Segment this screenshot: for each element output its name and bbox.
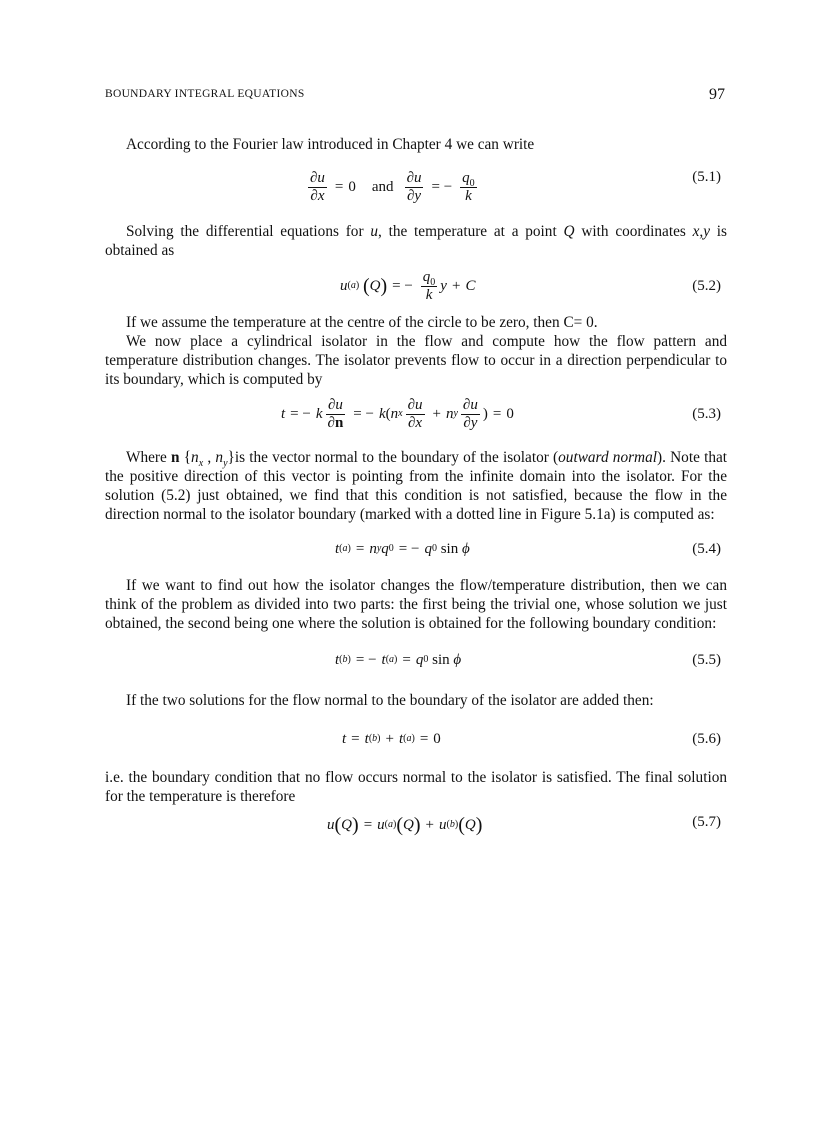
equation-5-2: u (a) ( Q ) = − $\frac{q_0}{k}$ y + C (5.2) — [340, 268, 721, 303]
equation-5-6: t = t (b) + t (a) = 0 (5.6) — [342, 730, 721, 747]
equation-number: (5.1) — [692, 169, 721, 185]
equation-number: (5.3) — [692, 406, 721, 422]
equation-number: (5.2) — [692, 278, 721, 294]
page-number: 97 — [709, 86, 725, 103]
running-head: BOUNDARY INTEGRAL EQUATIONS — [105, 88, 305, 100]
paragraph-normal-vector: Where n {$n_x$ , $n_y\}is$ the vector normal to the boundary of the isolator (outward normal). Note that the positive direction of this vector is pointing from the infinite domain into the isolator. For the solution (5.2) just obtained, we find that this condition is not satisfied, because the flow in the direction normal to the isolator boundary (marked with a dotted line in Figure 5.1a) is computed as: — [105, 449, 728, 523]
equation-number: (5.7) — [692, 814, 721, 830]
equation-5-3: t = − k $\frac{\partial u}{\partial n}$ = − k ( n x $\frac{\partial u}{\partial x}$ + n y $\frac{\partial u}{\partial y}$ ) = 0 (5.3) — [281, 396, 721, 431]
equation-number: (5.4) — [692, 541, 721, 557]
paragraph-two-parts: If we want to find out how the isolator changes the flow/temperature distribution, then we can think of the problem as divided into two parts: the first being the trivial one, whose solution we just obtained, the second being one where the solution is obtained for the following boundary condition: — [105, 577, 727, 632]
equation-number: (5.6) — [692, 731, 721, 747]
page-body — [105, 135, 727, 842]
equation-5-5: t (b) = − t (a) = q 0 sin ϕ (5.5) — [335, 651, 721, 668]
paragraph-two-solutions: If the two solutions for the flow normal to the boundary of the isolator are added then: — [126, 692, 654, 709]
paragraph-isolator: We now place a cylindrical isolator in the flow and compute how the flow pattern and temperature distribution changes. The isolator prevents flow to occur in a direction perpendicular to its boundary, which is computed by — [105, 333, 727, 388]
paragraph-solving: Solving the differential equations for u, the temperature at a point Q with coordinates x,y is obtained as — [105, 223, 727, 259]
equation-5-7: u ( Q ) = u (a) ( Q ) + u (b) ( Q ) (5.7) — [327, 814, 721, 836]
paragraph-fourier-law: According to the Fourier law introduced in Chapter 4 we can write — [126, 136, 535, 153]
paragraph-centre: If we assume the temperature at the centre of the circle to be zero, then C= 0. — [126, 314, 598, 331]
equation-5-1: $\frac{\partial u}{\partial x}$ = 0 and $\frac{\partial u}{\partial y}$ = − $\frac{q_0}{k}$ (5.1) — [310, 169, 721, 204]
equation-number: (5.5) — [692, 652, 721, 668]
equation-and: and — [371, 178, 394, 195]
paragraph-final-solution: i.e. the boundary condition that no flow occurs normal to the isolator is satisfied. The final solution for the temperature is therefore — [105, 769, 727, 805]
equation-5-4: t (a) = n y q 0 = − q 0 sin ϕ (5.4) — [335, 540, 721, 557]
